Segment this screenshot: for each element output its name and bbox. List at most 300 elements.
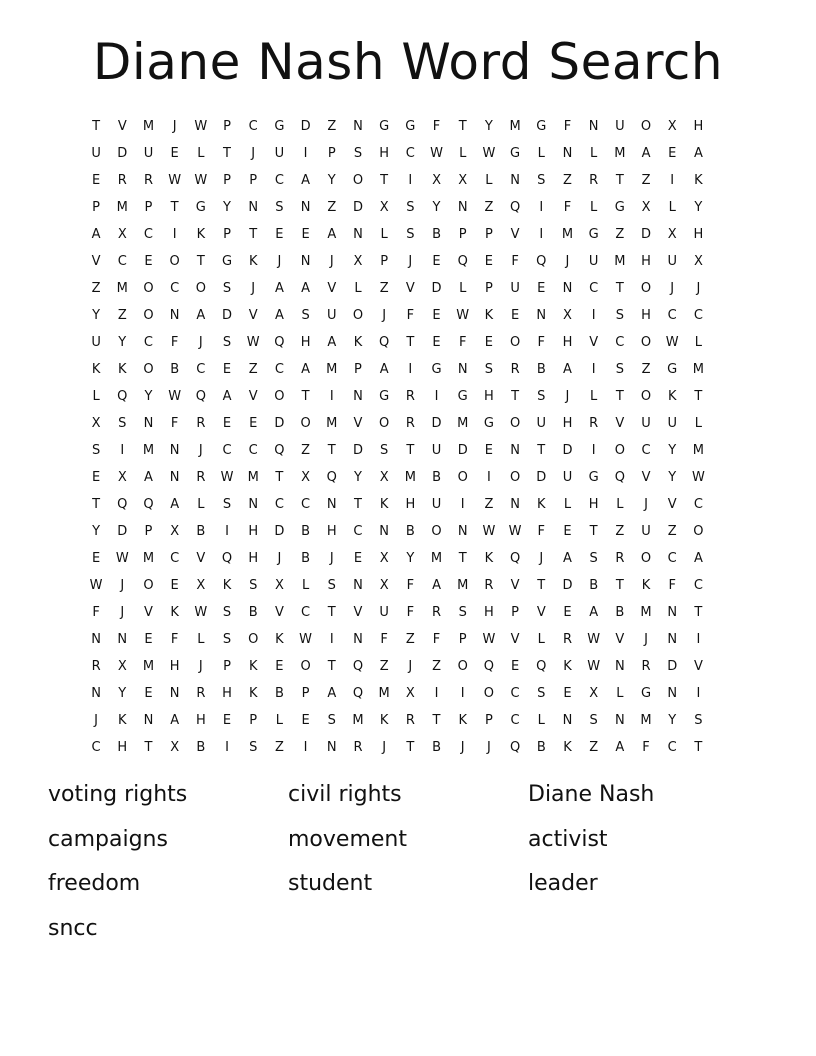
grid-letter[interactable]: Y [144,389,153,404]
grid-letter[interactable]: C [693,308,703,323]
grid-letter[interactable]: I [539,200,544,215]
grid-letter[interactable]: E [484,254,494,269]
grid-letter[interactable]: U [641,416,651,431]
grid-letter[interactable]: E [563,524,572,539]
grid-letter[interactable]: E [91,173,101,188]
grid-letter[interactable]: U [327,308,337,323]
grid-letter[interactable]: F [92,605,100,620]
grid-letter[interactable]: E [353,551,363,566]
grid-letter[interactable]: M [378,686,390,701]
grid-letter[interactable]: S [118,416,127,431]
grid-letter[interactable]: T [353,497,362,512]
grid-letter[interactable]: H [693,227,704,242]
grid-letter[interactable]: L [616,497,624,512]
grid-letter[interactable]: K [379,497,389,512]
grid-letter[interactable]: N [300,254,311,269]
grid-letter[interactable]: G [405,119,416,134]
grid-letter[interactable]: A [563,551,572,566]
grid-letter[interactable]: T [327,659,336,674]
grid-letter[interactable]: K [118,362,127,377]
grid-letter[interactable]: B [432,227,441,242]
grid-letter[interactable]: F [432,632,441,647]
grid-letter[interactable]: K [248,686,258,701]
grid-letter[interactable]: L [537,146,545,161]
grid-letter[interactable]: R [641,659,651,674]
grid-letter[interactable]: G [588,227,599,242]
grid-letter[interactable]: M [326,362,338,377]
grid-letter[interactable]: L [197,632,205,647]
grid-letter[interactable]: Y [118,686,127,701]
grid-letter[interactable]: E [144,686,153,701]
grid-letter[interactable]: F [406,308,415,323]
grid-letter[interactable]: T [144,740,153,755]
grid-letter[interactable]: I [408,362,413,377]
grid-letter[interactable]: R [562,632,572,647]
grid-letter[interactable]: E [432,335,441,350]
grid-letter[interactable]: C [589,281,599,296]
grid-letter[interactable]: K [353,335,363,350]
grid-letter[interactable]: I [591,362,596,377]
grid-letter[interactable]: G [221,254,233,269]
grid-letter[interactable]: X [641,200,651,215]
grid-letter[interactable]: K [248,659,258,674]
grid-letter[interactable]: J [408,254,413,269]
grid-letter[interactable]: V [144,605,153,620]
grid-letter[interactable]: M [142,443,155,458]
grid-letter[interactable]: H [248,551,259,566]
grid-letter[interactable]: O [640,119,652,134]
grid-letter[interactable]: Y [432,200,441,215]
grid-letter[interactable]: P [223,659,231,674]
grid-letter[interactable]: Q [509,551,521,566]
grid-letter[interactable]: W [194,605,208,620]
grid-letter[interactable]: B [432,470,441,485]
grid-letter[interactable]: Q [195,389,206,404]
grid-letter[interactable]: A [274,281,284,296]
grid-letter[interactable]: Z [379,281,389,296]
grid-letter[interactable]: A [274,308,284,323]
grid-letter[interactable]: I [408,173,413,188]
grid-letter[interactable]: Y [406,551,415,566]
grid-letter[interactable]: P [223,227,231,242]
grid-letter[interactable]: J [329,551,334,566]
grid-letter[interactable]: R [405,416,415,431]
grid-letter[interactable]: F [537,524,546,539]
grid-letter[interactable]: P [327,146,336,161]
grid-letter[interactable]: P [223,119,231,134]
grid-letter[interactable]: H [641,308,651,323]
grid-letter[interactable]: X [91,416,101,431]
grid-letter[interactable]: M [692,443,705,458]
grid-letter[interactable]: J [329,254,334,269]
grid-letter[interactable]: I [225,740,229,755]
grid-letter[interactable]: N [169,443,180,458]
grid-letter[interactable]: J [696,281,701,296]
grid-letter[interactable]: O [300,659,311,674]
grid-letter[interactable]: W [220,470,234,485]
grid-letter[interactable]: C [301,605,311,620]
grid-letter[interactable]: M [457,578,469,593]
grid-letter[interactable]: Z [274,740,284,755]
grid-letter[interactable]: E [222,713,232,728]
grid-letter[interactable]: Q [352,659,364,674]
grid-letter[interactable]: C [274,173,284,188]
grid-letter[interactable]: D [352,443,363,458]
grid-letter[interactable]: Z [379,659,389,674]
grid-letter[interactable]: R [405,389,415,404]
grid-letter[interactable]: H [300,335,311,350]
grid-letter[interactable]: S [327,578,336,593]
grid-letter[interactable]: C [248,443,258,458]
grid-letter[interactable]: X [379,578,389,593]
grid-letter[interactable]: D [562,578,573,593]
grid-letter[interactable]: E [537,281,546,296]
grid-letter[interactable]: T [223,146,231,161]
grid-letter[interactable]: B [274,686,284,701]
grid-letter[interactable]: J [251,281,256,296]
grid-letter[interactable]: Z [615,524,625,539]
grid-letter[interactable]: E [222,416,232,431]
grid-letter[interactable]: K [667,389,677,404]
grid-letter[interactable]: J [382,308,387,323]
grid-letter[interactable]: L [694,335,703,350]
grid-letter[interactable]: A [379,362,389,377]
grid-letter[interactable]: E [510,659,520,674]
grid-letter[interactable]: K [222,578,232,593]
grid-letter[interactable]: O [143,281,154,296]
grid-letter[interactable]: S [406,227,415,242]
grid-letter[interactable]: L [590,389,598,404]
grid-letter[interactable]: X [379,551,389,566]
grid-letter[interactable]: T [694,389,703,404]
grid-letter[interactable]: T [511,389,520,404]
grid-letter[interactable]: Z [641,173,651,188]
grid-letter[interactable]: K [563,659,572,674]
grid-letter[interactable]: F [642,740,650,755]
grid-letter[interactable]: H [562,335,573,350]
grid-letter[interactable]: J [277,254,282,269]
grid-letter[interactable]: X [274,578,284,593]
grid-letter[interactable]: T [589,524,598,539]
grid-letter[interactable]: T [406,740,415,755]
grid-letter[interactable]: E [563,605,572,620]
grid-letter[interactable]: C [274,497,284,512]
grid-letter[interactable]: S [222,497,232,512]
grid-letter[interactable]: X [301,470,311,485]
grid-letter[interactable]: T [380,173,389,188]
grid-letter[interactable]: X [117,659,127,674]
grid-letter[interactable]: N [667,605,678,620]
grid-letter[interactable]: V [693,659,703,674]
grid-letter[interactable]: M [614,146,626,161]
grid-letter[interactable]: X [170,740,180,755]
grid-letter[interactable]: L [380,227,388,242]
grid-letter[interactable]: T [406,335,415,350]
grid-letter[interactable]: S [484,362,494,377]
grid-letter[interactable]: D [117,524,128,539]
grid-letter[interactable]: W [194,119,208,134]
grid-letter[interactable]: N [562,146,573,161]
grid-letter[interactable]: O [169,254,180,269]
grid-letter[interactable]: U [536,416,547,431]
grid-letter[interactable]: O [640,335,652,350]
grid-letter[interactable]: S [537,389,546,404]
grid-letter[interactable]: D [274,416,285,431]
grid-letter[interactable]: A [641,146,651,161]
grid-letter[interactable]: J [251,146,256,161]
grid-letter[interactable]: C [248,119,258,134]
grid-letter[interactable]: B [301,524,311,539]
grid-letter[interactable]: D [352,200,363,215]
grid-letter[interactable]: N [510,443,520,458]
grid-letter[interactable]: D [562,443,573,458]
grid-letter[interactable]: K [118,713,127,728]
grid-letter[interactable]: S [589,713,598,728]
grid-letter[interactable]: M [509,119,521,134]
grid-letter[interactable]: I [591,443,596,458]
grid-letter[interactable]: W [456,308,470,323]
grid-letter[interactable]: N [91,686,101,701]
grid-letter[interactable]: P [144,200,153,215]
grid-letter[interactable]: T [615,281,624,296]
grid-letter[interactable]: O [300,416,311,431]
grid-letter[interactable]: L [459,146,467,161]
grid-letter[interactable]: Z [484,200,494,215]
grid-letter[interactable]: J [486,740,491,755]
grid-letter[interactable]: D [431,281,442,296]
grid-letter[interactable]: T [432,713,441,728]
grid-letter[interactable]: I [670,173,675,188]
grid-letter[interactable]: W [168,173,182,188]
grid-letter[interactable]: Q [536,254,547,269]
grid-letter[interactable]: U [379,605,389,620]
grid-letter[interactable]: U [562,470,573,485]
grid-letter[interactable]: A [327,227,337,242]
grid-letter[interactable]: U [91,146,101,161]
grid-letter[interactable]: O [143,362,154,377]
grid-letter[interactable]: B [170,362,180,377]
grid-letter[interactable]: H [562,416,573,431]
grid-letter[interactable]: W [665,335,679,350]
grid-letter[interactable]: K [91,362,101,377]
grid-letter[interactable]: X [379,200,389,215]
grid-letter[interactable]: E [249,416,258,431]
grid-letter[interactable]: V [117,119,127,134]
grid-letter[interactable]: L [485,173,493,188]
grid-letter[interactable]: D [274,524,285,539]
grid-letter[interactable]: J [460,740,465,755]
grid-letter[interactable]: Y [668,443,677,458]
grid-letter[interactable]: S [301,308,310,323]
grid-letter[interactable]: C [405,146,415,161]
grid-letter[interactable]: M [457,416,469,431]
grid-letter[interactable]: C [615,335,625,350]
grid-letter[interactable]: W [246,335,260,350]
grid-letter[interactable]: S [380,443,389,458]
grid-letter[interactable]: R [143,173,153,188]
grid-letter[interactable]: S [275,200,284,215]
grid-letter[interactable]: K [196,227,206,242]
grid-letter[interactable]: N [588,119,599,134]
grid-letter[interactable]: L [459,281,467,296]
grid-letter[interactable]: I [303,740,308,755]
grid-letter[interactable]: C [667,551,677,566]
grid-letter[interactable]: O [614,443,625,458]
grid-letter[interactable]: F [511,254,519,269]
grid-letter[interactable]: S [615,362,624,377]
grid-letter[interactable]: H [588,497,599,512]
grid-letter[interactable]: X [117,470,127,485]
grid-letter[interactable]: E [170,146,179,161]
grid-letter[interactable]: K [537,497,546,512]
grid-letter[interactable]: H [641,254,651,269]
grid-letter[interactable]: T [275,470,284,485]
grid-letter[interactable]: M [614,254,626,269]
grid-letter[interactable]: A [301,173,311,188]
grid-letter[interactable]: W [115,551,129,566]
grid-letter[interactable]: J [198,335,203,350]
grid-letter[interactable]: O [248,632,259,647]
grid-letter[interactable]: L [197,146,205,161]
grid-letter[interactable]: V [510,578,520,593]
grid-letter[interactable]: L [537,713,545,728]
grid-letter[interactable]: A [91,227,101,242]
grid-letter[interactable]: L [537,632,545,647]
grid-letter[interactable]: N [536,308,547,323]
grid-letter[interactable]: T [615,173,624,188]
grid-letter[interactable]: Q [379,335,390,350]
grid-letter[interactable]: V [510,227,520,242]
grid-letter[interactable]: R [615,551,625,566]
grid-letter[interactable]: H [222,686,232,701]
grid-letter[interactable]: Z [484,497,494,512]
grid-letter[interactable]: S [222,605,232,620]
grid-letter[interactable]: Z [327,119,337,134]
grid-letter[interactable]: Z [432,659,441,674]
grid-letter[interactable]: E [563,686,572,701]
grid-letter[interactable]: U [615,119,625,134]
grid-letter[interactable]: K [458,713,467,728]
grid-letter[interactable]: N [353,389,363,404]
grid-letter[interactable]: X [196,578,206,593]
grid-letter[interactable]: V [641,470,651,485]
grid-letter[interactable]: S [222,335,232,350]
grid-letter[interactable]: B [248,605,258,620]
grid-letter[interactable]: G [457,389,468,404]
grid-letter[interactable]: S [615,308,624,323]
grid-letter[interactable]: R [484,578,494,593]
grid-letter[interactable]: M [247,470,259,485]
grid-letter[interactable]: R [196,416,206,431]
grid-letter[interactable]: S [537,686,546,701]
grid-letter[interactable]: X [117,227,127,242]
grid-letter[interactable]: B [536,362,546,377]
grid-letter[interactable]: N [379,524,390,539]
grid-letter[interactable]: O [143,308,154,323]
grid-letter[interactable]: Y [92,308,101,323]
grid-letter[interactable]: Q [509,740,521,755]
grid-letter[interactable]: O [483,686,495,701]
grid-letter[interactable]: K [484,551,494,566]
grid-letter[interactable]: Q [117,497,128,512]
grid-letter[interactable]: V [353,605,363,620]
grid-letter[interactable]: N [510,497,520,512]
grid-letter[interactable]: F [406,578,415,593]
grid-letter[interactable]: J [120,605,125,620]
grid-letter[interactable]: P [458,632,467,647]
grid-letter[interactable]: T [249,227,258,242]
grid-letter[interactable]: N [326,740,337,755]
grid-letter[interactable]: K [170,605,179,620]
grid-letter[interactable]: V [536,605,546,620]
grid-letter[interactable]: Z [641,362,651,377]
grid-letter[interactable]: B [405,524,415,539]
grid-letter[interactable]: U [667,416,677,431]
grid-letter[interactable]: P [458,227,467,242]
grid-letter[interactable]: E [170,578,179,593]
grid-letter[interactable]: D [117,146,128,161]
grid-letter[interactable]: O [509,335,521,350]
grid-letter[interactable]: G [588,470,599,485]
grid-letter[interactable]: F [563,119,572,134]
grid-letter[interactable]: U [641,524,651,539]
grid-letter[interactable]: Q [457,254,468,269]
grid-letter[interactable]: N [614,713,625,728]
grid-letter[interactable]: T [458,119,467,134]
grid-letter[interactable]: S [353,146,363,161]
grid-letter[interactable]: H [117,740,128,755]
grid-letter[interactable]: O [274,389,285,404]
grid-letter[interactable]: C [143,335,153,350]
grid-letter[interactable]: J [565,254,570,269]
grid-letter[interactable]: K [275,632,284,647]
grid-letter[interactable]: R [91,659,101,674]
grid-letter[interactable]: O [195,281,206,296]
grid-letter[interactable]: W [482,524,496,539]
grid-letter[interactable]: Y [668,470,677,485]
grid-letter[interactable]: T [196,254,205,269]
grid-letter[interactable]: S [222,632,232,647]
grid-letter[interactable]: A [170,497,180,512]
grid-letter[interactable]: A [589,605,599,620]
grid-letter[interactable]: I [434,389,439,404]
grid-letter[interactable]: K [248,254,258,269]
grid-letter[interactable]: T [694,740,703,755]
grid-letter[interactable]: M [640,713,652,728]
grid-letter[interactable]: C [693,578,703,593]
grid-letter[interactable]: D [457,443,468,458]
grid-letter[interactable]: O [143,578,154,593]
grid-letter[interactable]: A [693,551,703,566]
grid-letter[interactable]: D [431,416,442,431]
grid-letter[interactable]: D [667,659,678,674]
grid-letter[interactable]: J [172,119,177,134]
grid-letter[interactable]: U [431,443,442,458]
grid-letter[interactable]: I [696,686,701,701]
grid-letter[interactable]: V [405,281,415,296]
grid-letter[interactable]: F [537,335,546,350]
grid-letter[interactable]: B [589,578,599,593]
grid-letter[interactable]: B [196,740,206,755]
grid-letter[interactable]: P [92,200,101,215]
grid-letter[interactable]: V [327,281,337,296]
grid-letter[interactable]: D [300,119,311,134]
grid-letter[interactable]: N [326,497,337,512]
grid-letter[interactable]: R [196,686,206,701]
grid-letter[interactable]: Z [589,740,599,755]
grid-letter[interactable]: C [274,362,284,377]
grid-letter[interactable]: Q [483,659,495,674]
